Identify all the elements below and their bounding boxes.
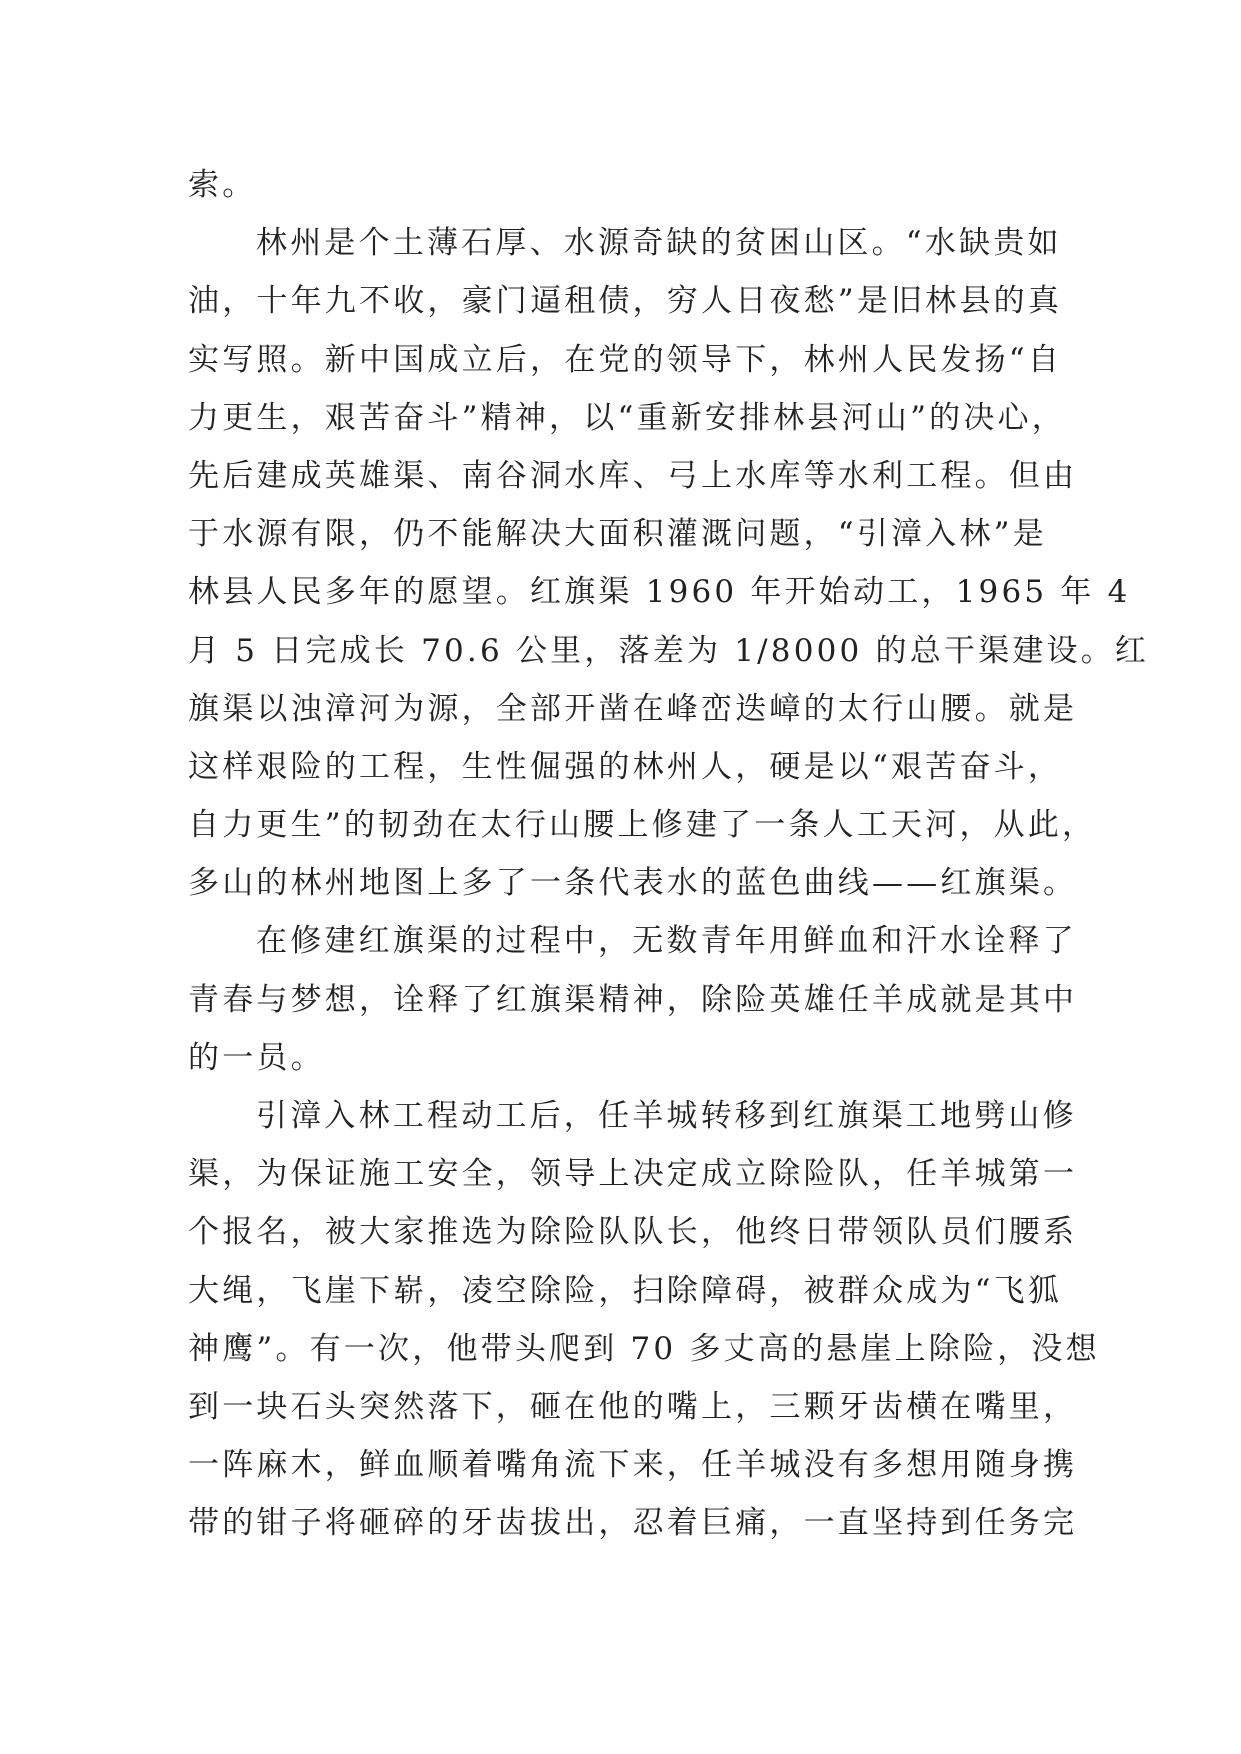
body-text	[188, 156, 1150, 1553]
text-line: 渠，为保证施工安全，领导上决定成立除险队，任羊城第一	[188, 1156, 1078, 1193]
text-line: 的一员。	[188, 1039, 325, 1076]
text-line: 自力更生”的韧劲在太行山腰上修建了一条人工天河，从此，	[188, 807, 1097, 844]
text-line: 实写照。新中国成立后，在党的领导下，林州人民发扬“自	[188, 341, 1063, 378]
text-line: 先后建成英雄渠、南谷洞水库、弓上水库等水利工程。但由	[188, 457, 1078, 494]
text-line: 多山的林州地图上多了一条代表水的蓝色曲线——红旗渠。	[188, 865, 1078, 902]
text-line: 于水源有限，仍不能解决大面积灌溉问题，“引漳入林”是	[188, 516, 1047, 553]
text-line: 林县人民多年的愿望。红旗渠 1960 年开始动工，1965 年 4	[188, 574, 1131, 611]
text-line: 个报名，被大家推选为除险队队长，他终日带领队员们腰系	[188, 1214, 1078, 1251]
text-line: 一阵麻木，鲜血顺着嘴角流下来，任羊城没有多想用随身携	[188, 1447, 1078, 1484]
text-line: 旗渠以浊漳河为源，全部开凿在峰峦迭嶂的太行山腰。就是	[188, 690, 1078, 727]
paragraph-first-line: 引漳入林工程动工后，任羊城转移到红旗渠工地劈山修	[256, 1098, 1077, 1134]
text-line: 月 5 日完成长 70.6 公里，落差为 1/8000 的总干渠建设。红	[188, 632, 1150, 669]
text-line: 神鹰”。有一次，他带头爬到 70 多丈高的悬崖上除险，没想	[188, 1330, 1100, 1367]
text-line: 青春与梦想，诠释了红旗渠精神，除险英雄任羊成就是其中	[188, 981, 1078, 1018]
text-line: 大绳，飞崖下崭，凌空除险，扫除障碍，被群众成为“飞狐	[188, 1272, 1063, 1309]
paragraph-first-line: 林州是个土薄石厚、水源奇缺的贫困山区。“水缺贵如	[256, 225, 1062, 262]
paragraph-first-line: 在修建红旗渠的过程中，无数青年用鲜血和汗水诠释了	[256, 923, 1077, 960]
text-line: 索。	[188, 167, 257, 203]
text-line: 油，十年九不收，豪门逼租债，穷人日夜愁”是旧林县的真	[188, 283, 1063, 320]
text-line: 这样艰险的工程，生性倔强的林州人，硬是以“艰苦奋斗，	[188, 748, 1063, 785]
text-line: 带的钳子将砸碎的牙齿拔出，忍着巨痛，一直坚持到任务完	[188, 1505, 1078, 1542]
text-line: 力更生，艰苦奋斗”精神，以“重新安排林县河山”的决心，	[188, 399, 1066, 436]
text-line: 到一块石头突然落下，砸在他的嘴上，三颗牙齿横在嘴里，	[188, 1388, 1078, 1425]
